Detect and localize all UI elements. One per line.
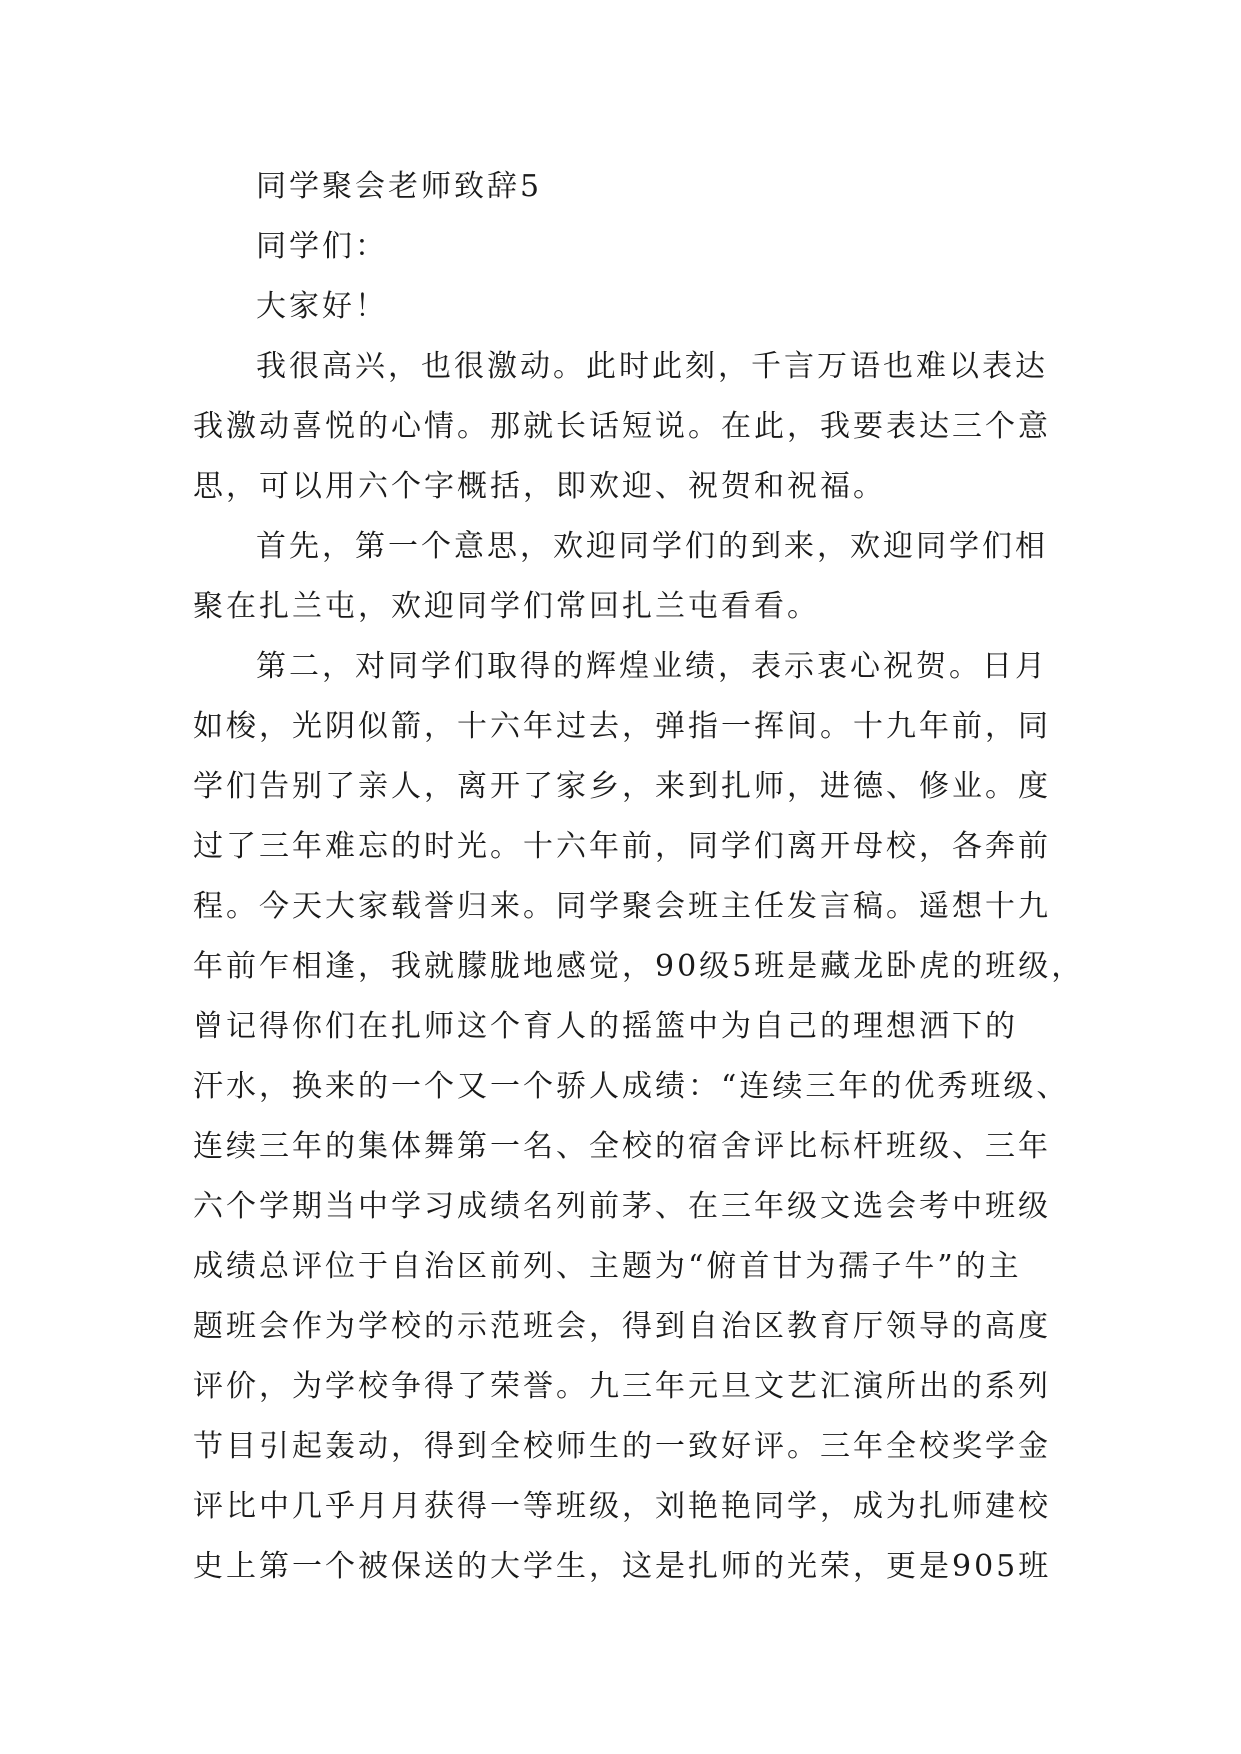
paragraph-line: 曾记得你们在扎师这个育人的摇篮中为自己的理想洒下的 bbox=[193, 1009, 1018, 1044]
paragraph-line: 汗水，换来的一个又一个骄人成绩：“连续三年的优秀班级、 bbox=[193, 1069, 1070, 1104]
paragraph-line: 我很高兴，也很激动。此时此刻，千言万语也难以表达 bbox=[256, 349, 1048, 384]
paragraph-line: 年前乍相逢，我就朦胧地感觉，90级5班是藏龙卧虎的班级， bbox=[193, 949, 1085, 984]
paragraph-line: 思，可以用六个字概括，即欢迎、祝贺和祝福。 bbox=[193, 469, 886, 504]
paragraph-line: 第二，对同学们取得的辉煌业绩，表示衷心祝贺。日月 bbox=[256, 649, 1048, 684]
paragraph-line: 节目引起轰动，得到全校师生的一致好评。三年全校奖学金 bbox=[193, 1429, 1051, 1464]
paragraph-line: 程。今天大家载誉归来。同学聚会班主任发言稿。遥想十九 bbox=[193, 889, 1051, 924]
paragraph-line: 如梭，光阴似箭，十六年过去，弹指一挥间。十九年前，同 bbox=[193, 709, 1051, 744]
paragraph-line: 成绩总评位于自治区前列、主题为“俯首甘为孺子牛”的主 bbox=[193, 1249, 1022, 1284]
greeting-line: 大家好！ bbox=[256, 289, 388, 324]
paragraph-line: 史上第一个被保送的大学生，这是扎师的光荣，更是905班 bbox=[193, 1549, 1052, 1584]
paragraph-line: 我激动喜悦的心情。那就长话短说。在此，我要表达三个意 bbox=[193, 409, 1051, 444]
paragraph-line: 学们告别了亲人，离开了家乡，来到扎师，进德、修业。度 bbox=[193, 769, 1051, 804]
paragraph-line: 连续三年的集体舞第一名、全校的宿舍评比标杆班级、三年 bbox=[193, 1129, 1051, 1164]
paragraph-line: 评比中几乎月月获得一等班级，刘艳艳同学，成为扎师建校 bbox=[193, 1489, 1051, 1524]
paragraph-line: 过了三年难忘的时光。十六年前，同学们离开母校，各奔前 bbox=[193, 829, 1051, 864]
salutation-line: 同学们： bbox=[256, 229, 388, 264]
paragraph-line: 首先，第一个意思，欢迎同学们的到来，欢迎同学们相 bbox=[256, 529, 1048, 564]
paragraph-line: 聚在扎兰屯，欢迎同学们常回扎兰屯看看。 bbox=[193, 589, 820, 624]
paragraph-line: 评价，为学校争得了荣誉。九三年元旦文艺汇演所出的系列 bbox=[193, 1369, 1051, 1404]
document-title: 同学聚会老师致辞5 bbox=[256, 169, 543, 204]
paragraph-line: 六个学期当中学习成绩名列前茅、在三年级文选会考中班级 bbox=[193, 1189, 1051, 1224]
paragraph-line: 题班会作为学校的示范班会，得到自治区教育厅领导的高度 bbox=[193, 1309, 1051, 1344]
